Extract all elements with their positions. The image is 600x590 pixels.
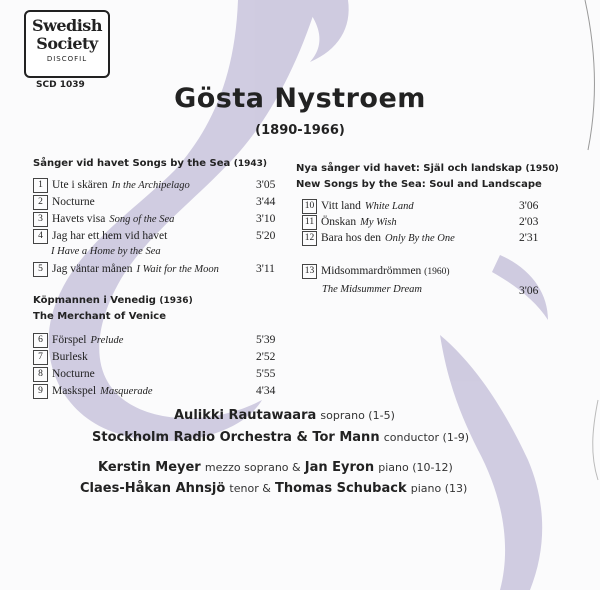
performer-role: conductor (1-9) (383, 431, 470, 444)
composer-title: Gösta Nystroem (174, 83, 426, 114)
track-duration: 2'52 (256, 351, 276, 363)
track-title: Midsommardrömmen (321, 265, 422, 278)
performer-role: tenor & (229, 482, 271, 495)
track-number: 6 (33, 333, 48, 348)
track-number: 13 (302, 264, 317, 279)
section-year: (1950) (525, 164, 559, 174)
track-english-title: Song of the Sea (109, 214, 175, 226)
track-duration: 3'11 (256, 263, 275, 275)
track-row (302, 215, 397, 231)
logo-line-swedish: Swedish (32, 16, 102, 35)
performer-name: Stockholm Radio Orchestra & Tor Mann (92, 430, 380, 445)
logo-line-discofil: DISCOFIL (46, 55, 88, 63)
section-merchant-of-venice (33, 295, 193, 306)
track-title: Önskan (321, 216, 357, 229)
track-duration: 3'10 (256, 213, 276, 225)
section-subtitle: New Songs by the Sea: Soul and Landscape (296, 179, 542, 190)
performer-role: piano (13) (410, 482, 468, 495)
track-duration: 5'20 (256, 230, 276, 242)
track-duration: 3'05 (256, 179, 276, 191)
track-duration: 3'06 (519, 200, 539, 212)
section-title: Sånger vid havet Songs by the Sea (33, 158, 231, 169)
track-row (302, 264, 450, 280)
track-duration: 3'06 (519, 285, 539, 297)
track-row (33, 229, 167, 245)
track-number: 11 (302, 215, 317, 230)
track-row (33, 195, 95, 211)
track-title: Nocturne (52, 368, 95, 381)
performer-name: Aulikki Rautawaara (174, 408, 317, 423)
track-number: 7 (33, 350, 48, 365)
track-title: Burlesk (52, 351, 88, 364)
track-row (302, 199, 414, 215)
credit-line (174, 408, 395, 423)
logo-line-society: Society (36, 34, 98, 53)
track-number: 5 (33, 262, 48, 277)
track-number: 9 (33, 384, 48, 399)
swedish-society-logo (24, 10, 110, 78)
track-title: Ute i skären (52, 179, 108, 192)
track-number: 3 (33, 212, 48, 227)
track-title: Förspel (52, 334, 87, 347)
performer-name: Kerstin Meyer (98, 460, 201, 475)
track-row (33, 333, 123, 349)
page-edge-curve-lower (593, 400, 598, 480)
track-row (33, 384, 153, 400)
section-title: Köpmannen i Venedig (33, 295, 156, 306)
credit-line (92, 430, 469, 445)
track-english-title: My Wish (360, 217, 397, 229)
track-english-title: Only By the One (385, 233, 455, 245)
track-english-title: I Wait for the Moon (136, 264, 219, 276)
credit-line (80, 481, 467, 496)
track-duration: 5'55 (256, 368, 276, 380)
track-duration: 2'31 (519, 232, 539, 244)
track-title: Nocturne (52, 196, 95, 209)
section-year: (1943) (233, 159, 268, 169)
track-english-title: Prelude (90, 335, 124, 347)
section-title: Nya sånger vid havet: Själ och landskap (296, 163, 522, 174)
composer-lifespan: (1890-1966) (255, 123, 345, 138)
track-number: 4 (33, 229, 48, 244)
credit-line (98, 460, 453, 475)
performer-name: Thomas Schuback (274, 481, 407, 496)
track-duration: 4'34 (256, 385, 276, 397)
brush-stroke-right (440, 335, 542, 590)
performer-role: soprano (1-5) (320, 409, 395, 422)
track-number: 8 (33, 367, 48, 382)
track-title: Maskspel (52, 385, 97, 398)
section-subtitle: The Merchant of Venice (33, 311, 166, 322)
performer-role: mezzo soprano & (204, 461, 301, 474)
track-title: Vitt land (321, 200, 361, 213)
track-title: Jag väntar månen (52, 263, 133, 276)
section-songs-by-the-sea (33, 158, 267, 169)
track-number: 10 (302, 199, 317, 214)
track-duration: 2'03 (519, 216, 539, 228)
section-year: (1936) (159, 296, 193, 306)
track-title: Bara hos den (321, 232, 382, 245)
track-number: 2 (33, 195, 48, 210)
performer-name: Claes-Håkan Ahnsjö (80, 481, 226, 496)
track-english-title: White Land (364, 201, 414, 213)
track-row (33, 212, 174, 228)
track-title: Havets visa (52, 213, 106, 226)
track-year: (1960) (424, 267, 450, 278)
track-row (33, 350, 88, 366)
section-new-songs-by-the-sea (296, 163, 559, 174)
track-row (33, 262, 219, 278)
track-english-subtitle: I Have a Home by the Sea (51, 246, 161, 257)
track-row (33, 367, 95, 383)
track-duration: 5'39 (256, 334, 276, 346)
track-row (33, 178, 190, 194)
track-row (302, 231, 455, 247)
track-english-subtitle: The Midsummer Dream (322, 284, 422, 295)
performer-name: Jan Eyron (304, 460, 375, 475)
track-number: 12 (302, 231, 317, 246)
performer-role: piano (10-12) (378, 461, 453, 474)
track-english-title: In the Archipelago (111, 180, 190, 192)
track-duration: 3'44 (256, 196, 276, 208)
catalog-number: SCD 1039 (36, 80, 85, 90)
track-title: Jag har ett hem vid havet (52, 230, 168, 243)
track-english-title: Masquerade (100, 386, 153, 398)
track-number: 1 (33, 178, 48, 193)
